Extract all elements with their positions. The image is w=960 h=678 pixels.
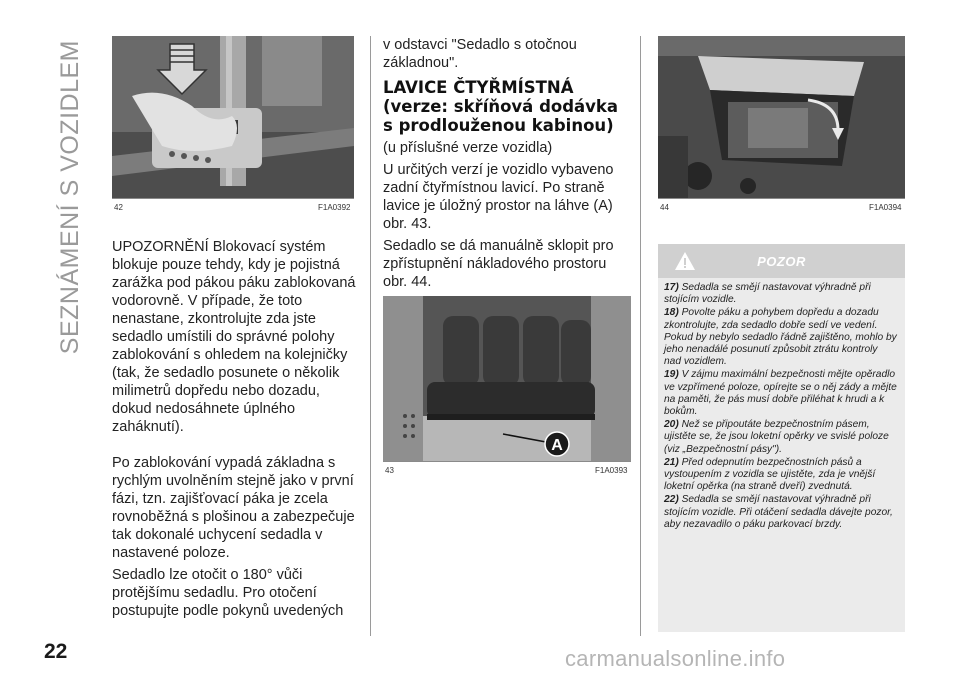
figure-44-number: 44 — [660, 203, 669, 212]
page-number: 22 — [44, 640, 68, 663]
paragraph: Sedadlo lze otočit o 180° vůči protějšímu sedadlu. Pro otočení postupujte podle pokynů uvedených — [112, 567, 344, 619]
figure-44-rule — [658, 198, 905, 199]
figure-44-code: F1A0394 — [869, 203, 902, 212]
figure-44-image — [658, 36, 905, 198]
warning-item: 18) Povolte páku a pohybem dopředu a dozadu zkontrolujte, zda sedadlo dobře sedí ve vedení. Pokud by nebylo sedadlo řádně zajištěno, mohlo by jeho nenadálé posunutí způsobit ztrátu kontroly nad vozidlem. — [664, 307, 897, 368]
paragraph: UPOZORNĚNÍ Blokovací systém blokuje pouze tehdy, kdy je pojistná zarážka pod pákou páku zablokovaná vodorovně. V případe, že toto nenastane, zkontrolujte zda jste sedadlo umístili do správné polohy zablokování s ohledem na kolejničky (tak, že sedadlo posunete o několik milimetrů dopředu nebo dozadu, dokud nedosáhnete úplného zaháknutí). — [112, 239, 356, 435]
figure-42-code: F1A0392 — [318, 203, 351, 212]
column-2-text — [383, 36, 633, 291]
side-section-title: SEZNÁMENÍ S VOZIDLEM — [55, 40, 84, 355]
paragraph: v odstavci "Sedadlo s otočnou základnou". — [383, 37, 577, 71]
warning-list — [658, 278, 905, 531]
figure-43-image — [383, 296, 631, 461]
warning-item: 21) Před odepnutím bezpečnostních pásů a vystoupením z vozidla se ujistěte, zda je vnější loketní opěrka (na straně dveří) zvednutá. — [664, 456, 876, 493]
figure-42-number: 42 — [114, 203, 123, 212]
figure-42-rule — [112, 198, 354, 199]
figure-42-image — [112, 36, 354, 198]
column-divider — [370, 36, 371, 636]
warning-header — [658, 244, 905, 278]
figure-43-number: 43 — [385, 466, 394, 475]
warning-item: 20) Než se připoutáte bezpečnostním pásem, ujistěte se, že jsou loketní opěrky ve svislé poloze (viz „Bezpečnostní pásy"). — [664, 419, 889, 455]
warning-item: 22) Sedadla se smějí nastavovat výhradně při stojícím vozidle. Při otáčení sedadla dávejte pozor, aby nezavadilo o páku parkovací brzdy. — [664, 494, 893, 530]
paragraph: (u příslušné verze vozidla) — [383, 140, 553, 156]
warning-title: POZOR — [757, 253, 806, 269]
callout-a-label: A — [551, 437, 563, 454]
warning-item: 19) V zájmu maximální bezpečnosti mějte opěradlo ve vzpřímené poloze, opírejte se o něj zády a mějte na paměti, že pás musí dobře přiléhat k hrudi a k bokům. — [664, 369, 897, 418]
warning-item: 17) Sedadla se smějí nastavovat výhradně při stojícím vozidle. — [664, 282, 871, 306]
warning-triangle-icon — [674, 250, 696, 277]
warning-box — [658, 244, 905, 632]
section-heading: LAVICE ČTYŘMÍSTNÁ (verze: skříňová dodávka s prodlouženou kabinou) — [383, 78, 619, 135]
paragraph: U určitých verzí je vozidlo vybaveno zadní čtyřmístnou lavicí. Po straně lavice je úložný prostor na láhve (A) obr. 43. — [383, 162, 614, 232]
column-1-text — [112, 238, 357, 620]
column-divider — [640, 36, 641, 636]
paragraph: Sedadlo se dá manuálně sklopit pro zpřístupnění nákladového prostoru obr. 44. — [383, 238, 614, 290]
figure-43-rule — [383, 461, 631, 462]
paragraph: Po zablokování vypadá základna s rychlým uvolněním stejně jako v první fázi, tzn. zajišťovací páka je zcela rovnoběžná s plošinou a zabezpečuje tak dokonalé uchycení sedadla v nastavené poloze. — [112, 455, 355, 561]
watermark: carmanualsonline.info — [565, 646, 786, 671]
figure-43-code: F1A0393 — [595, 466, 628, 475]
